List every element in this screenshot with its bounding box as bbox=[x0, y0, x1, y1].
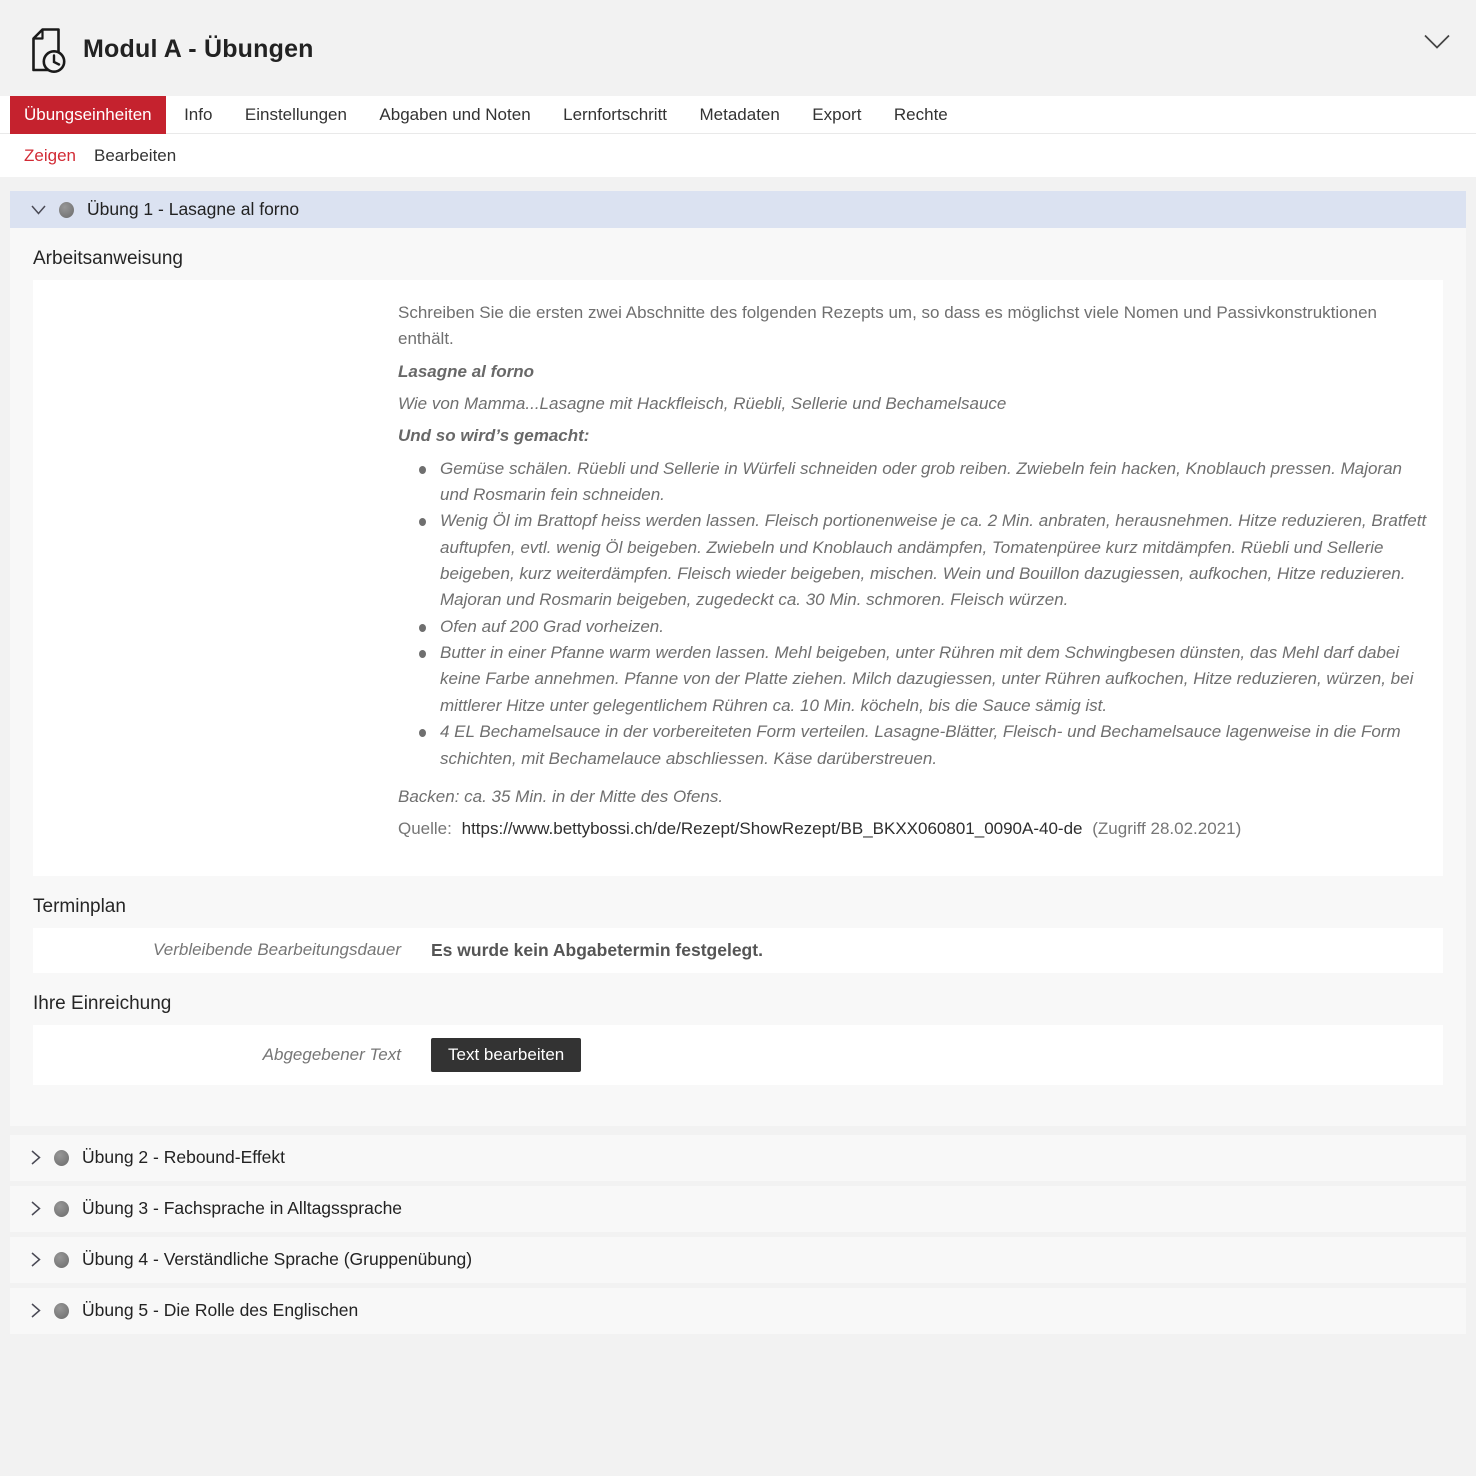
status-dot-icon bbox=[59, 202, 74, 218]
window-header bbox=[0, 0, 1476, 96]
status-dot-icon bbox=[54, 1150, 69, 1166]
exercise-2-header[interactable] bbox=[10, 1135, 1466, 1181]
chevron-right-icon bbox=[31, 1303, 41, 1318]
exercise-1-body bbox=[10, 248, 1466, 1126]
instruction-intro: Schreiben Sie die ersten zwei Abschnitte des folgenden Rezepts um, so dass es möglichst viele Nomen und Passivkonstruktionen enthält. bbox=[398, 303, 1377, 349]
recipe-subtitle: Wie von Mamma...Lasagne mit Hackfleisch, Rüebli, Sellerie und Bechamelsauce bbox=[398, 394, 1007, 414]
exercise-title: Übung 1 - Lasagne al forno bbox=[87, 199, 300, 219]
remaining-time-value: Es wurde kein Abgabetermin festgelegt. bbox=[431, 939, 763, 960]
source-line bbox=[398, 816, 1428, 842]
recipe-step: Butter in einer Pfanne warm werden lassen. Mehl beigeben, unter Rühren mit dem Schwingbesen dünsten, das Mehl darf dabei keine Farbe annehmen. Pfanne von der Platte ziehen. Milch dazugiessen, unter Rühren aufkochen, Hitze reduzieren, würzen, bei mittlerer Hitze unter gelegentlichem Rühren ca. 10 Min. köcheln, bis die Sauce sämig ist. bbox=[398, 640, 1428, 719]
schedule-row bbox=[33, 928, 1443, 973]
recipe-steps-list bbox=[398, 456, 1428, 772]
instruction-heading: Arbeitsanweisung bbox=[33, 248, 183, 269]
exercise-1-header[interactable] bbox=[10, 191, 1466, 228]
recipe-step: Ofen auf 200 Grad vorheizen. bbox=[398, 614, 1428, 640]
status-dot-icon bbox=[54, 1252, 69, 1268]
subtab-bar bbox=[0, 134, 1476, 177]
chevron-down-icon bbox=[31, 205, 46, 215]
submission-row bbox=[33, 1025, 1443, 1085]
chevron-right-icon bbox=[31, 1201, 41, 1216]
recipe-step: 4 EL Bechamelsauce in der vorbereiteten Form verteilen. Lasagne-Blätter, Fleisch- und Bechamelsauce lagenweise in die Form schichten, mit Bechamelauce abschliessen. Käse darüberstreuen. bbox=[398, 719, 1428, 772]
chevron-right-icon bbox=[31, 1252, 41, 1267]
source-label: Quelle: bbox=[398, 819, 452, 839]
exercise-title: Übung 5 - Die Rolle des Englischen bbox=[82, 1300, 359, 1321]
steps-heading: Und so wird’s gemacht: bbox=[398, 426, 590, 446]
instruction-box bbox=[33, 280, 1443, 876]
exercise-title: Übung 2 - Rebound-Effekt bbox=[82, 1147, 286, 1168]
tab-bar bbox=[0, 96, 1476, 134]
subtab-bearbeiten[interactable]: Bearbeiten bbox=[93, 145, 177, 165]
submitted-text-label: Abgegebener Text bbox=[262, 1044, 401, 1064]
chevron-right-icon bbox=[31, 1150, 41, 1165]
status-dot-icon bbox=[54, 1303, 69, 1319]
submission-heading: Ihre Einreichung bbox=[33, 992, 172, 1014]
source-access-date: (Zugriff 28.02.2021) bbox=[1092, 819, 1242, 839]
baking-note: Backen: ca. 35 Min. in der Mitte des Ofens. bbox=[398, 786, 724, 806]
tab-uebungseinheiten[interactable]: Übungseinheiten bbox=[10, 96, 166, 134]
exercise-title: Übung 3 - Fachsprache in Alltagssprache bbox=[82, 1198, 403, 1219]
recipe-step: Wenig Öl im Brattopf heiss werden lassen. Fleisch portionenweise je ca. 2 Min. anbraten, herausnehmen. Hitze reduzieren, Bratfett auftupfen, evtl. wenig Öl beigeben. Zwiebeln und Knoblauch andämpfen, Tomatenpüree kurz mitdämpfen. Rüebli und Sellerie beigeben, kurz weiterdämpfen. Fleisch wieder beigeben, mischen. Wein und Bouillon dazugiessen, aufkochen, Hitze reduzieren. Majoran und Rosmarin beigeben, zugedeckt ca. 30 Min. schmoren. Fleisch würzen. bbox=[398, 508, 1428, 613]
tab-info[interactable]: Info bbox=[184, 105, 213, 124]
tab-export[interactable]: Export bbox=[812, 105, 862, 124]
page-title: Modul A - Übungen bbox=[83, 35, 314, 63]
tab-metadaten[interactable]: Metadaten bbox=[699, 105, 780, 124]
recipe-title: Lasagne al forno bbox=[398, 361, 535, 381]
exercise-1-panel bbox=[10, 191, 1466, 1126]
schedule-heading: Terminplan bbox=[33, 895, 126, 917]
status-dot-icon bbox=[54, 1201, 69, 1217]
tab-rechte[interactable]: Rechte bbox=[893, 105, 948, 124]
task-clock-icon bbox=[22, 25, 69, 74]
exercise-5-header[interactable] bbox=[10, 1288, 1466, 1334]
exercise-4-header[interactable] bbox=[10, 1237, 1466, 1283]
exercise-title: Übung 4 - Verständliche Sprache (Gruppenübung) bbox=[82, 1249, 473, 1270]
tab-abgaben-und-noten[interactable]: Abgaben und Noten bbox=[379, 105, 531, 124]
tab-einstellungen[interactable]: Einstellungen bbox=[244, 105, 347, 124]
collapse-chevron-icon[interactable] bbox=[1424, 34, 1450, 55]
recipe-step: Gemüse schälen. Rüebli und Sellerie in Würfeli schneiden oder grob reiben. Zwiebeln fein hacken, Knoblauch pressen. Majoran und Rosmarin fein schneiden. bbox=[398, 456, 1428, 509]
exercise-3-header[interactable] bbox=[10, 1186, 1466, 1232]
remaining-time-label: Verbleibende Bearbeitungsdauer bbox=[153, 940, 401, 960]
tab-lernfortschritt[interactable]: Lernfortschritt bbox=[563, 105, 668, 124]
source-url-link[interactable]: https://www.bettybossi.ch/de/Rezept/ShowRezept/BB_BKXX060801_0090A-40-de bbox=[461, 819, 1083, 839]
edit-text-button[interactable]: Text bearbeiten bbox=[431, 1038, 581, 1072]
subtab-zeigen[interactable]: Zeigen bbox=[24, 145, 76, 165]
